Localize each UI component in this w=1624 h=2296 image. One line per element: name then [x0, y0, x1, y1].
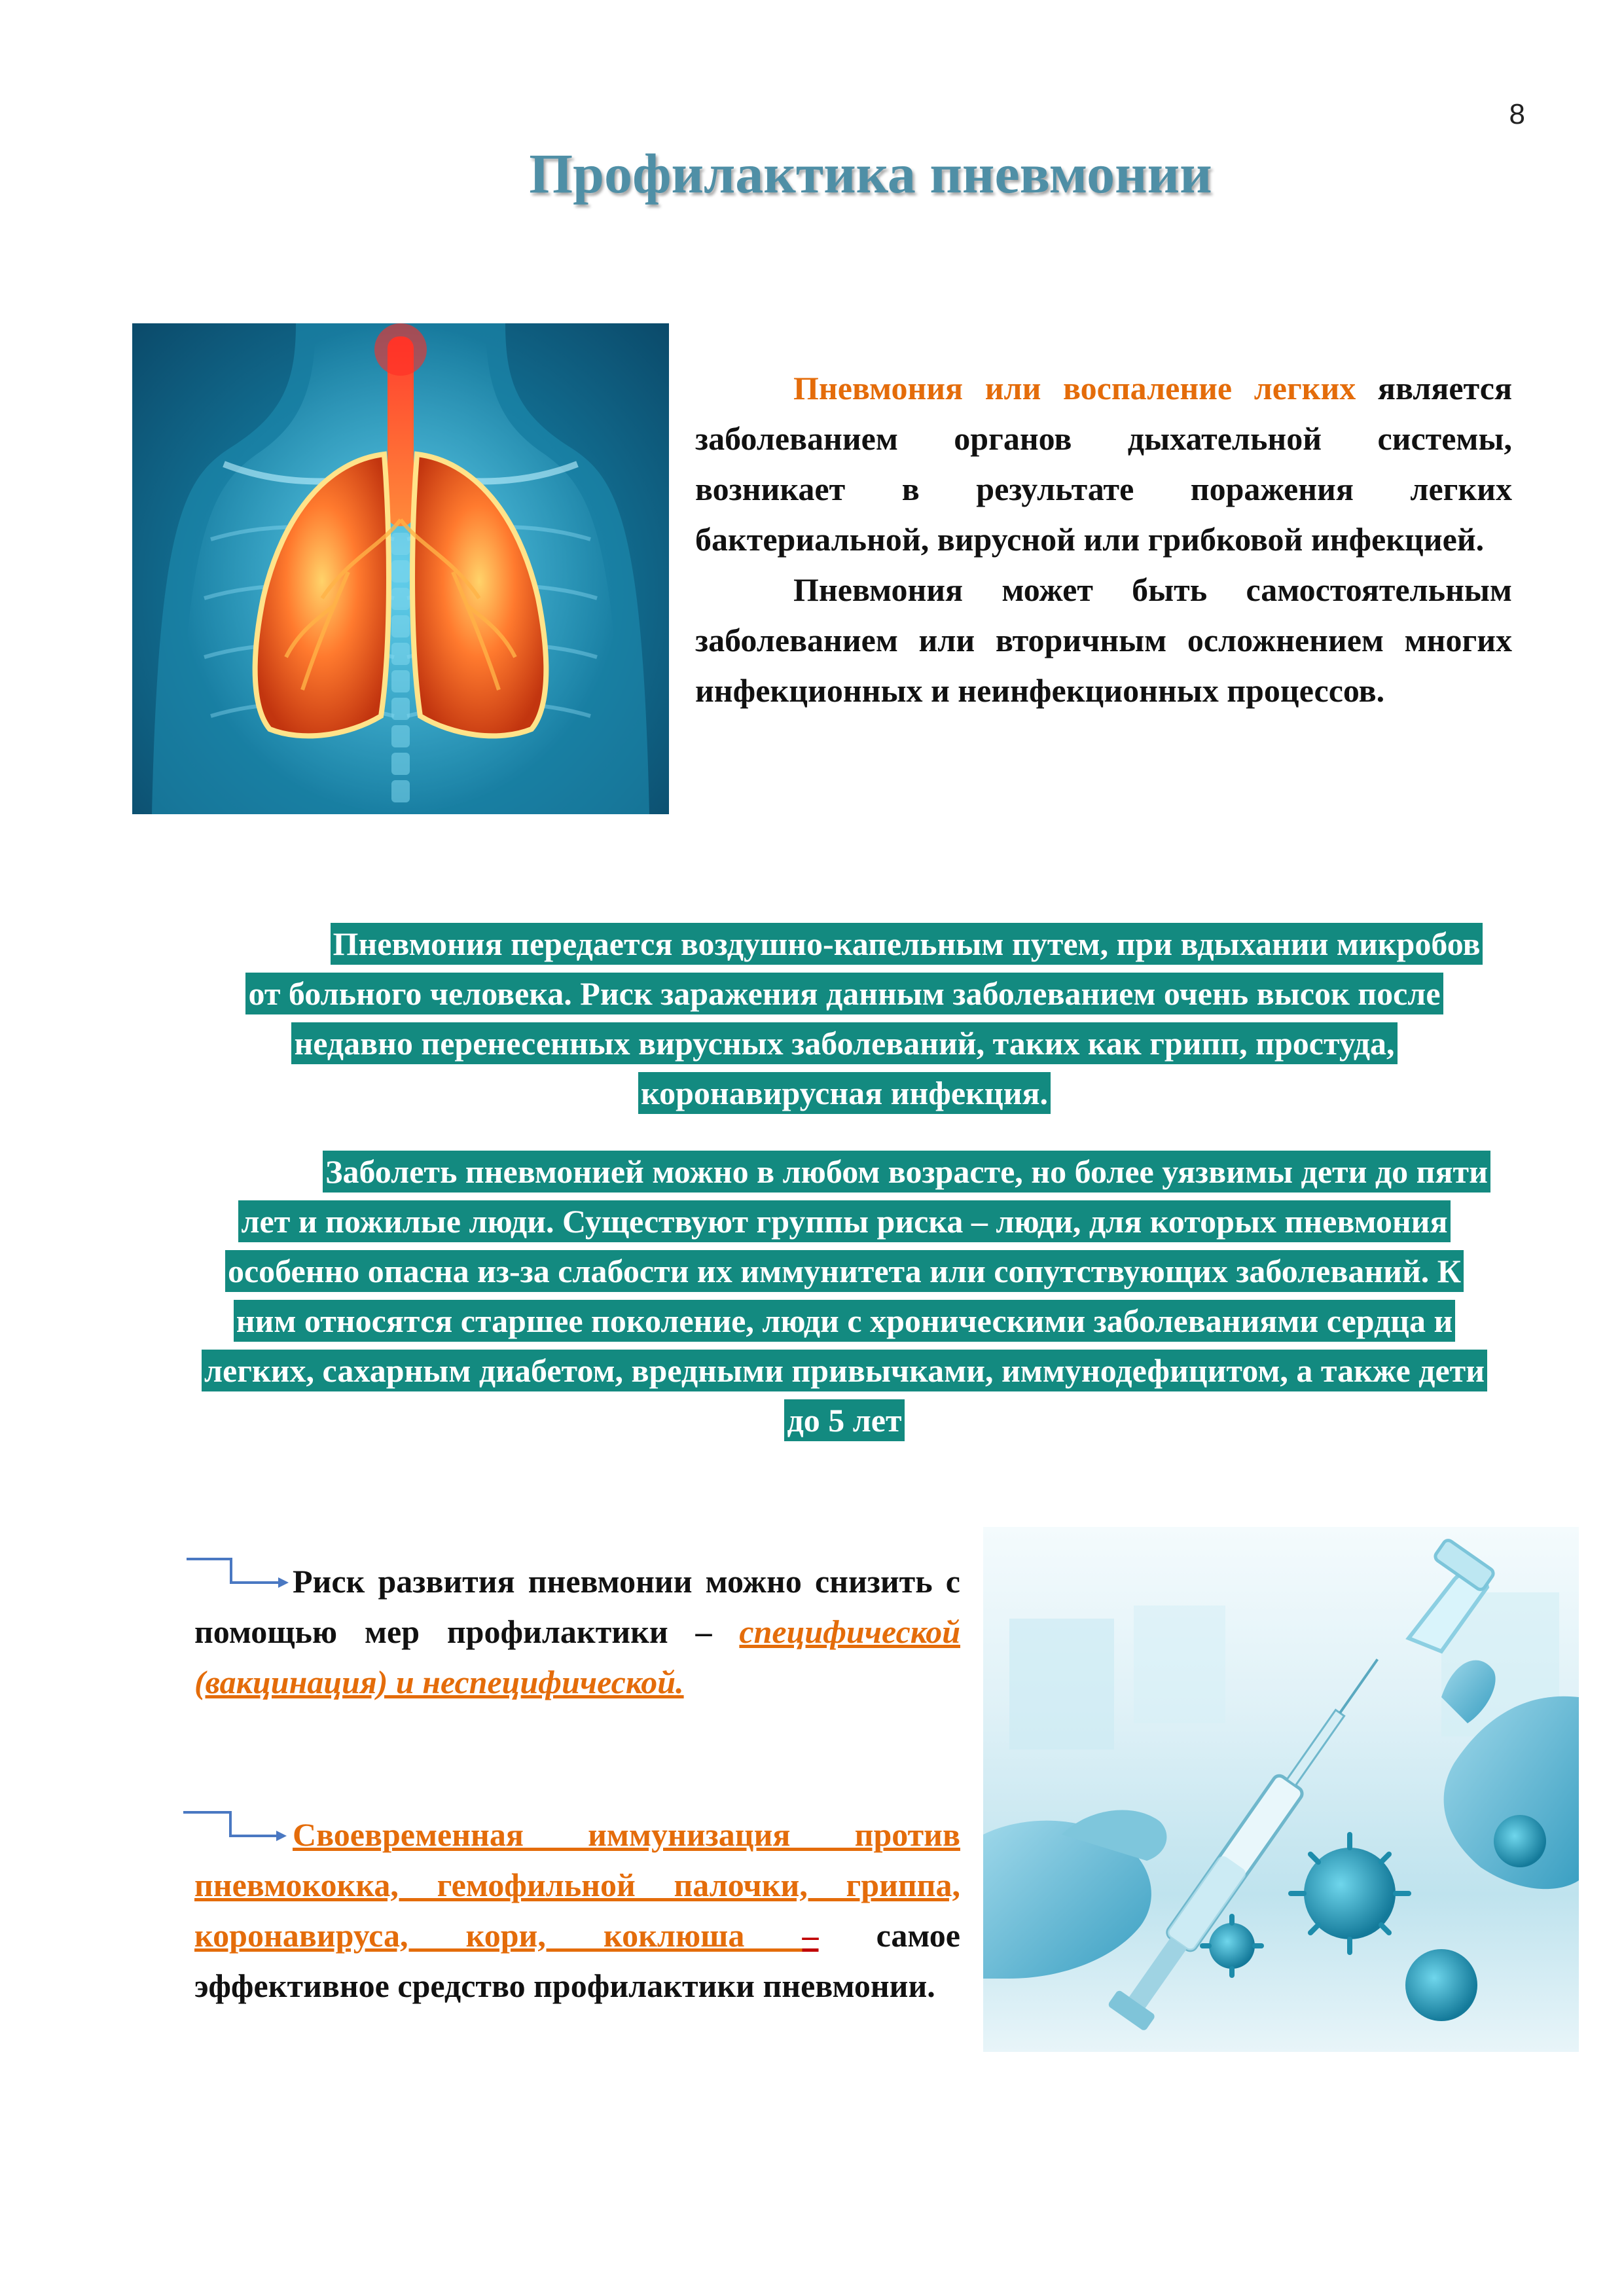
transmission-text: Пневмония передается воздушно-капельным путем, при вдыхании микробов от больного человека. Риск заражения данным заболеванием очень высок после недавно перенесенных вирусных заболеваний, таких как грипп, простуда, коронавирусная инфекция.	[245, 923, 1483, 1114]
lungs-illustration	[132, 323, 669, 814]
intro-paragraph-1	[695, 363, 1512, 565]
prevention-emphasis: специфической (вакцинация) и неспецифической.	[194, 1613, 961, 1700]
immunization-rest: самое эффективное средство профилактики пневмонии.	[194, 1917, 960, 2004]
intro-accent: Пневмония или воспаление легких	[793, 370, 1356, 406]
intro-paragraph-2: Пневмония может быть самостоятельным заболеванием или вторичным осложнением многих инфекционных и неинфекционных процессов.	[695, 571, 1512, 709]
immunization-emphasis: Своевременная иммунизация против пневмококка, гемофильной палочки, гриппа, коронавируса, кори, коклюша	[194, 1816, 960, 1954]
immunization-text	[194, 1810, 960, 2011]
prevention-text	[194, 1556, 960, 1708]
prevention-lead: Риск развития пневмонии можно снизить с помощью мер профилактики	[194, 1563, 960, 1650]
intro-rest: является заболеванием органов дыхательной системы, возникает в результате поражения легких бактериальной, вирусной или грибковой инфекцией.	[695, 370, 1512, 558]
risk-groups-text: Заболеть пневмонией можно в любом возрасте, но более уязвимы дети до пяти лет и пожилые люди. Существуют группы риска – люди, для которых пневмония особенно опасна из-за слабости их иммунитета или сопутствующих заболеваний. К ним относятся старшее поколение, люди с хроническими заболеваниями сердца и легких, сахарным диабетом, вредными привычками, иммунодефицитом, а также дети до 5 лет	[202, 1151, 1490, 1441]
page-number: 8	[1509, 98, 1525, 130]
intro-text	[695, 363, 1512, 716]
prevention-space	[712, 1613, 740, 1650]
transmission-block	[196, 919, 1492, 1118]
risk-groups-block	[196, 1147, 1492, 1445]
prevention-dash: –	[695, 1613, 712, 1650]
vaccine-illustration	[983, 1527, 1579, 2052]
page-title: Профилактика пневмонии	[529, 142, 1212, 205]
immunization-dash: –	[802, 1917, 819, 1954]
